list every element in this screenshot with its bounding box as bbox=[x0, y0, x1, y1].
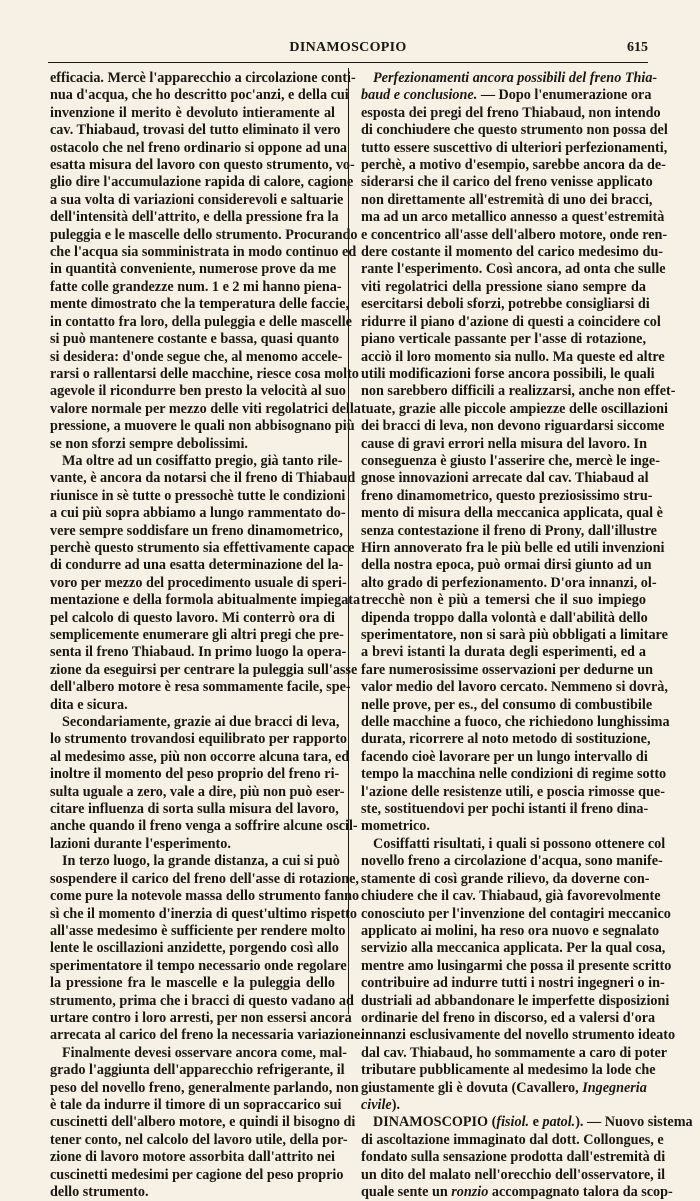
text-run: zione di lavoro motore assorbita dall'attrito nei bbox=[50, 1149, 335, 1166]
text-line bbox=[361, 905, 671, 923]
text-line bbox=[361, 87, 652, 104]
text-run: trecchè non è più a temersi che il suo impiego bbox=[361, 592, 646, 609]
text-run: fatte colle grandezze num. 1 e 2 mi hanno piena- bbox=[50, 278, 342, 295]
text-line bbox=[361, 436, 646, 453]
text-run: ordinarie del freno in discorso, ed a valersi d'ora bbox=[361, 1009, 656, 1026]
text-line bbox=[361, 940, 666, 957]
text-run: senza contestazione il freno di Prony, dall'illustre bbox=[361, 522, 657, 539]
text-line bbox=[50, 122, 341, 139]
text-line bbox=[50, 748, 350, 766]
text-line bbox=[50, 244, 357, 261]
text-line bbox=[50, 365, 359, 383]
text-run: accompagnato talora da scop- bbox=[488, 1184, 673, 1200]
text-run: Secondariamente, grazie ai due bracci di leva, bbox=[62, 714, 340, 731]
text-line bbox=[361, 539, 665, 557]
text-line bbox=[361, 191, 653, 209]
text-line bbox=[361, 1131, 664, 1149]
text-run: facendo cioè lavorare per un lungo intervallo di bbox=[361, 748, 648, 765]
text-line bbox=[361, 1009, 656, 1027]
text-run: applicato ai molini, ha reso ora nuovo e segnalato bbox=[361, 922, 660, 939]
text-run: rante l'esperimento. Così ancora, ad onta che sulle bbox=[361, 261, 666, 278]
text-line bbox=[50, 191, 344, 209]
text-line bbox=[50, 888, 360, 905]
text-line bbox=[50, 627, 344, 644]
text-run: Hirn annoverato fra le più belle ed utili invenzioni bbox=[361, 539, 665, 556]
text-run: dello strumento. bbox=[50, 1184, 149, 1200]
text-line bbox=[361, 1114, 693, 1131]
text-line bbox=[361, 1149, 666, 1166]
text-line bbox=[361, 348, 665, 366]
text-run: in contatto fra loro, della puleggia e delle mascelle bbox=[50, 313, 352, 330]
text-line bbox=[361, 365, 655, 383]
text-run: freno dinamometrico, questo preziosissimo stru- bbox=[361, 487, 653, 504]
text-line bbox=[361, 1044, 668, 1062]
text-run: grado l'aggiunta dell'apparecchio refrigerante, il bbox=[50, 1062, 345, 1079]
text-line bbox=[361, 1027, 676, 1044]
text-run: se non sforzi sempre debolissimi. bbox=[50, 435, 248, 452]
text-run: si può mantenere costante e bassa, quasi quanto bbox=[50, 331, 340, 348]
text-run: senta il freno Thiabaud. In primo luogo la opera- bbox=[50, 644, 347, 661]
text-run: citare influenza di sorta sulla misura del lavoro, bbox=[50, 801, 339, 818]
text-line bbox=[50, 610, 335, 627]
text-run: cuscinetti dell'albero motore, e quindi il bisogno di bbox=[50, 1114, 356, 1131]
text-line bbox=[361, 505, 663, 522]
text-line bbox=[361, 644, 646, 661]
text-run: ostacolo che nel freno ordinario si oppone ad una bbox=[50, 139, 347, 156]
text-line bbox=[50, 174, 354, 191]
text-run: mente dimostrato che la temperatura delle faccie, bbox=[50, 296, 350, 313]
text-run: dei bracci di leva, non devono riguardarsi siccome bbox=[361, 418, 665, 435]
text-line bbox=[50, 348, 343, 366]
text-line bbox=[361, 922, 660, 940]
text-line bbox=[50, 592, 361, 609]
left-column bbox=[50, 70, 364, 1201]
text-line bbox=[361, 261, 666, 278]
text-run: e bbox=[532, 1114, 543, 1131]
text-line bbox=[50, 836, 335, 853]
text-run: mometrico. bbox=[361, 818, 430, 835]
text-run: dal cav. Thiabaud, ho sommamente a caro di poter bbox=[361, 1044, 668, 1061]
text-run: lazioni durante l'esperimento. bbox=[50, 835, 231, 852]
text-line bbox=[361, 818, 646, 835]
text-run: riunisce in sè tutte o pressochè tutte le condizioni bbox=[50, 487, 346, 504]
text-run: in quantità conveniente, numerose prove da me bbox=[50, 261, 336, 278]
text-run: al medesimo asse, più non occorre alcuna tara, ed bbox=[50, 748, 350, 765]
text-run: semplicemente enumerare gli altri pregi che pre- bbox=[50, 627, 344, 643]
text-run: inoltre il momento del peso proprio del freno ri- bbox=[50, 766, 340, 783]
text-run: stamente di così grande rilievo, da doverne con- bbox=[361, 870, 650, 887]
text-line bbox=[50, 853, 340, 870]
text-line bbox=[50, 679, 351, 696]
text-line bbox=[50, 661, 358, 679]
text-line bbox=[361, 1166, 666, 1184]
text-run: quale sente un bbox=[361, 1184, 452, 1200]
text-line bbox=[361, 104, 661, 122]
text-line bbox=[50, 331, 340, 348]
text-line bbox=[50, 940, 339, 957]
running-head bbox=[48, 40, 648, 60]
text-line bbox=[50, 992, 354, 1010]
text-run: valore normale per mezzo delle viti regolatrici della bbox=[50, 400, 361, 417]
text-run: vante, è ancora da notarsi che il freno di Thiabaud bbox=[50, 470, 356, 487]
text-run: non direttamente all'estremità di uno dei bracci, bbox=[361, 191, 653, 208]
text-line bbox=[361, 731, 651, 748]
text-run: sì che il momento d'inerzia di quest'ultimo rispetto bbox=[50, 905, 357, 922]
text-line bbox=[361, 749, 646, 766]
text-line bbox=[361, 470, 649, 487]
text-line bbox=[50, 70, 356, 87]
text-run: ). bbox=[391, 1096, 400, 1113]
text-line bbox=[50, 818, 358, 835]
text-line bbox=[361, 957, 672, 975]
text-line bbox=[361, 244, 663, 261]
text-line bbox=[50, 452, 343, 470]
text-run: mentre amo lusingarmi che possa il presente scritto bbox=[361, 957, 672, 974]
text-run: peso del novello freno, generalmente parlando, non bbox=[50, 1079, 359, 1096]
text-line bbox=[50, 957, 347, 975]
text-run: mentazione e della formola abitualmente impiegata bbox=[50, 592, 361, 609]
text-line bbox=[50, 644, 347, 661]
italic-run: Ingegneria bbox=[582, 1079, 647, 1096]
italic-run: civile bbox=[361, 1096, 392, 1113]
text-run: esatta misura del lavoro con questo strumento, vo- bbox=[50, 157, 355, 174]
text-run: a sua volta di variazioni considerevoli e saltuarie bbox=[50, 191, 344, 208]
text-run: piano verticale passante per l'asse di rotazione, bbox=[361, 331, 646, 348]
text-run: cause di gravi errori nella misura del lavoro. In bbox=[361, 435, 647, 452]
text-run: strumento, prima che i bracci di questo vadano ad bbox=[50, 992, 354, 1009]
text-line bbox=[50, 296, 350, 313]
text-run: pressione, a muovere le quali non abbisognano più bbox=[50, 418, 355, 435]
text-line bbox=[361, 522, 657, 540]
text-line bbox=[50, 905, 357, 923]
text-line bbox=[361, 487, 653, 505]
text-run: mento di misura della meccanica applicata, qual è bbox=[361, 505, 663, 522]
text-run: di conchiudere che questo strumento non possa del bbox=[361, 122, 668, 139]
text-run: che l'acqua sia somministrata in modo continuo ed bbox=[50, 244, 357, 261]
text-line bbox=[361, 1080, 646, 1097]
text-run: l'azione delle resistenze utili, e poscia rimosse que- bbox=[361, 783, 665, 800]
text-run: tener conto, nel calcolo del lavoro utile, della por- bbox=[50, 1131, 348, 1148]
text-run: rarsi o rallentarsi delle macchine, riesce cosa molto bbox=[50, 365, 359, 382]
text-run: ). — Nuovo sistema bbox=[575, 1114, 693, 1131]
text-run: sperimentatore il tempo necessario onde regolare bbox=[50, 957, 347, 974]
text-run: nelle prove, per es., del consumo di combustibile bbox=[361, 696, 653, 713]
text-line bbox=[50, 400, 361, 418]
text-line bbox=[361, 679, 668, 696]
text-line bbox=[361, 888, 661, 905]
text-run: ste, sostituendovi per pochi istanti il freno dina- bbox=[361, 801, 649, 818]
text-line bbox=[361, 122, 668, 139]
text-line bbox=[50, 714, 340, 731]
text-run: si desidera: d'onde segue che, al menomo accele- bbox=[50, 348, 343, 365]
italic-run: baud e conclusione. bbox=[361, 87, 478, 104]
text-run: un dito del malato nell'orecchio dell'osservatore, il bbox=[361, 1166, 666, 1183]
italic-run: patol. bbox=[542, 1114, 576, 1131]
text-line bbox=[361, 400, 668, 418]
text-run: — Dopo l'enumerazione ora bbox=[477, 87, 652, 104]
text-line bbox=[361, 331, 646, 348]
text-run: puleggia e le mascelle dello strumento. Procurando bbox=[50, 226, 358, 243]
text-run: cuscinetti medesimi per cagione del peso proprio bbox=[50, 1166, 344, 1183]
text-line bbox=[50, 157, 355, 174]
text-line bbox=[361, 296, 650, 313]
text-run: all'asse medesimo è sufficiente per rendere molto bbox=[50, 922, 346, 939]
text-run: fondato sulla sensazione prodotta dall'estremità di bbox=[361, 1149, 666, 1166]
text-run: novello freno a circolazione d'acqua, sono manife- bbox=[361, 853, 663, 870]
text-run: chiudere che il cav. Thiabaud, già favorevolmente bbox=[361, 888, 661, 905]
text-run: è tale da indurre il timore di un sopraccarico sui bbox=[50, 1096, 342, 1113]
text-line bbox=[361, 574, 657, 592]
text-line bbox=[50, 1114, 356, 1131]
text-run: fare numerosissime osservazioni per dedurne un bbox=[361, 661, 654, 678]
text-run: non sarebbero difficili a realizzarsi, anche non effet- bbox=[361, 383, 676, 400]
text-run: vere sempre soddisfare un freno dinamometrico, bbox=[50, 522, 343, 539]
text-run: tributare pubblicamente al medesimo la lode che bbox=[361, 1062, 656, 1079]
text-run: dere costante il momento del carico medesimo du- bbox=[361, 244, 663, 261]
text-line bbox=[50, 1184, 335, 1201]
text-line bbox=[50, 783, 345, 801]
text-line bbox=[50, 1149, 335, 1166]
text-line bbox=[50, 226, 358, 244]
text-run: sulta uguale a zero, vale a dire, più non può eser- bbox=[50, 783, 345, 800]
text-line bbox=[50, 313, 352, 331]
text-run: cav. Thiabaud, trovasi del tutto eliminato il vero bbox=[50, 122, 341, 139]
text-run: la pressione fra le mascelle e la puleggia dello bbox=[50, 975, 335, 992]
text-line bbox=[361, 139, 668, 157]
text-line bbox=[361, 696, 653, 714]
text-run: DINAMOSCOPIO ( bbox=[373, 1114, 497, 1131]
text-line bbox=[50, 697, 335, 714]
right-column bbox=[361, 70, 693, 1201]
text-line bbox=[361, 452, 660, 470]
text-run: tuate, grazie alle piccole ampiezze delle oscillazioni bbox=[361, 400, 668, 417]
text-run: pel calcolo di questo lavoro. Mi conterrò ora di bbox=[50, 609, 335, 626]
text-line bbox=[50, 105, 335, 122]
text-line bbox=[361, 801, 649, 818]
text-line bbox=[361, 592, 646, 609]
text-run: ridurre il piano d'azione di questi a coincidere col bbox=[361, 313, 661, 330]
text-run: perchè questo strumento sia effettivamente capace bbox=[50, 539, 355, 556]
italic-run: Perfezionamenti ancora possibili del freno Thia- bbox=[373, 70, 658, 86]
header-rule bbox=[48, 62, 648, 63]
text-run: sperimentatore, non si sarà più obbligati a limitare bbox=[361, 627, 668, 643]
text-run: gnose innovazioni arrecate dal cav. Thiabaud al bbox=[361, 470, 649, 487]
text-run: alto grado di perfezionamento. D'ora innanzi, ol- bbox=[361, 574, 657, 591]
text-line bbox=[361, 766, 667, 783]
text-line bbox=[50, 487, 346, 505]
page-number: 615 bbox=[627, 40, 648, 55]
text-run: dustriali ad abbandonare le imperfette disposizioni bbox=[361, 992, 670, 1009]
text-line bbox=[361, 279, 646, 296]
text-run: servizio alla meccanica applicata. Per la qual cosa, bbox=[361, 940, 666, 957]
text-line bbox=[50, 418, 355, 435]
text-line bbox=[50, 505, 346, 522]
text-line bbox=[50, 922, 346, 940]
running-title: DINAMOSCOPIO bbox=[289, 40, 407, 55]
text-run: arrecata al carico del freno la necessaria variazione. bbox=[50, 1027, 364, 1044]
text-run: giustamente gli è dovuta (Cavallero, bbox=[361, 1079, 583, 1096]
text-line bbox=[50, 522, 343, 540]
text-run: sospendere il carico del freno dell'asse di rotazione, bbox=[50, 870, 359, 887]
text-run: nua d'acqua, che ho descritto poc'anzi, e della cui bbox=[50, 87, 349, 104]
text-run: siderarsi che il carico del freno venisse applicato bbox=[361, 174, 653, 191]
text-run: innanzi esclusivamente del novello strumento ideato bbox=[361, 1027, 676, 1044]
text-run: In terzo luogo, la grande distanza, a cui si può bbox=[62, 853, 340, 870]
text-line bbox=[50, 1166, 344, 1184]
text-run: lo strumento trovandosi equilibrato per rapporto bbox=[50, 731, 348, 748]
text-line bbox=[361, 418, 665, 435]
text-line bbox=[50, 766, 340, 783]
text-line bbox=[361, 661, 654, 679]
text-run: Finalmente devesi osservare ancora come, mal- bbox=[62, 1044, 347, 1061]
text-line bbox=[361, 870, 650, 888]
text-run: dita e sicura. bbox=[50, 696, 128, 713]
text-run: acciò il loro momento sia nullo. Ma queste ed altre bbox=[361, 348, 665, 365]
text-line bbox=[361, 209, 665, 226]
italic-run: ronzio bbox=[451, 1184, 489, 1200]
text-run: dell'albero motore è resa sommamente facile, spe- bbox=[50, 679, 351, 696]
text-line bbox=[361, 313, 661, 331]
text-line bbox=[50, 1096, 342, 1114]
text-run: contribuire ad indurre tutti i nostri ingegneri o in- bbox=[361, 975, 665, 992]
italic-run: fisiol. bbox=[496, 1114, 533, 1131]
text-line bbox=[361, 1062, 656, 1079]
text-line bbox=[361, 226, 668, 244]
text-line bbox=[50, 731, 348, 748]
text-line bbox=[361, 383, 676, 400]
text-line bbox=[361, 992, 670, 1010]
text-line bbox=[50, 1062, 345, 1079]
text-run: esposta dei pregi del freno Thiabaud, non intendo bbox=[361, 104, 661, 121]
text-run: anche quando il freno venga a soffrire alcune oscil- bbox=[50, 818, 358, 835]
text-line bbox=[50, 1009, 352, 1027]
text-line bbox=[50, 470, 356, 487]
text-run: dipenda troppo dalla volontà e dall'abilità dello bbox=[361, 609, 648, 626]
text-run: utili modificazioni forse ancora possibili, le quali bbox=[361, 365, 655, 382]
text-line bbox=[50, 1131, 348, 1149]
text-run: di condurre ad una esatta determinazione del la- bbox=[50, 557, 344, 574]
text-run: invenzione il merito è devoluto intieramente al bbox=[50, 104, 335, 121]
text-line bbox=[50, 436, 335, 453]
text-run: urtare contro i loro arresti, per non essersi ancora bbox=[50, 1009, 352, 1026]
text-line bbox=[361, 835, 666, 853]
text-line bbox=[50, 557, 344, 574]
text-line bbox=[361, 1097, 646, 1114]
text-line bbox=[361, 853, 663, 870]
text-line bbox=[50, 87, 349, 104]
text-run: e concentrico all'asse dell'albero motore, onde ren- bbox=[361, 226, 668, 243]
text-run: delle macchine a fuoco, che richiedono lunghissima bbox=[361, 714, 670, 731]
text-line bbox=[361, 157, 666, 174]
text-run: di ascoltazione immaginato dal dott. Collongues, e bbox=[361, 1131, 664, 1148]
text-run: perchè, a motivo d'esempio, sarebbe ancora da de- bbox=[361, 157, 666, 174]
text-run: conosciuto per l'invenzione del contagiri meccanico bbox=[361, 905, 671, 922]
text-line bbox=[50, 1027, 364, 1044]
text-run: a brevi istanti la durata degli esperimenti, ed a bbox=[361, 644, 646, 661]
text-line bbox=[50, 139, 347, 157]
text-run: conseguenza è giusto l'asserire che, mercè le inge- bbox=[361, 452, 660, 469]
text-run: Cosiffatti risultati, i quali si possono ottenere col bbox=[373, 835, 666, 852]
text-line bbox=[361, 627, 668, 644]
text-line bbox=[50, 1044, 347, 1062]
text-run: a cui più sopra abbiamo a lungo rammentato do- bbox=[50, 505, 346, 522]
text-line bbox=[50, 539, 355, 557]
text-line bbox=[50, 574, 347, 592]
text-line bbox=[361, 610, 646, 627]
text-line bbox=[50, 209, 339, 226]
text-line bbox=[361, 975, 665, 992]
text-line bbox=[50, 801, 339, 818]
text-run: viti regolatrici della pressione siano sempre da bbox=[361, 278, 646, 295]
text-run: lente le oscillazioni anzidette, porgendo così allo bbox=[50, 940, 339, 957]
text-line bbox=[50, 975, 335, 992]
text-run: tempo la macchina nelle condizioni di regime sotto bbox=[361, 766, 667, 783]
text-line bbox=[361, 174, 653, 191]
text-run: tutto essere suscettivo di ulteriori perfezionamenti, bbox=[361, 139, 668, 156]
text-line bbox=[361, 557, 652, 574]
text-line bbox=[50, 383, 346, 400]
text-run: glio dire l'accumulazione rapida di calore, cagione bbox=[50, 174, 354, 191]
text-line bbox=[361, 70, 658, 87]
text-line bbox=[361, 1184, 673, 1201]
text-run: efficacia. Mercè l'apparecchio a circolazione conti- bbox=[50, 70, 356, 86]
text-run: come pure la notevole massa dello strumento fanno bbox=[50, 888, 360, 905]
text-line bbox=[50, 1079, 359, 1097]
text-line bbox=[361, 714, 670, 731]
text-run: agevole il ricondurre ben presto la velocità al suo bbox=[50, 383, 346, 400]
text-run: durata, ricorrere al noto metodo di sostituzione, bbox=[361, 731, 651, 748]
text-line bbox=[50, 870, 359, 888]
text-run: esercitarsi deboli sforzi, potrebbe consigliarsi di bbox=[361, 296, 650, 313]
text-line bbox=[361, 783, 665, 801]
text-run: ma ad un arco metallico annesso a quest'estremità bbox=[361, 209, 665, 226]
text-run: della nostra epoca, può ormai dirsi giunto ad un bbox=[361, 557, 652, 574]
text-line bbox=[50, 261, 335, 278]
text-run: Ma oltre ad un cosiffatto pregio, già tanto rile- bbox=[62, 452, 343, 469]
text-run: valor medio del lavoro cercato. Nemmeno si dovrà, bbox=[361, 679, 668, 696]
text-run: zione da eseguirsi per centrare la puleggia sull'asse bbox=[50, 661, 358, 678]
text-run: voro per mezzo del procedimento usuale di speri- bbox=[50, 574, 347, 591]
text-run: dell'intensità dell'attrito, e della pressione fra la bbox=[50, 209, 339, 226]
text-line bbox=[50, 278, 342, 296]
